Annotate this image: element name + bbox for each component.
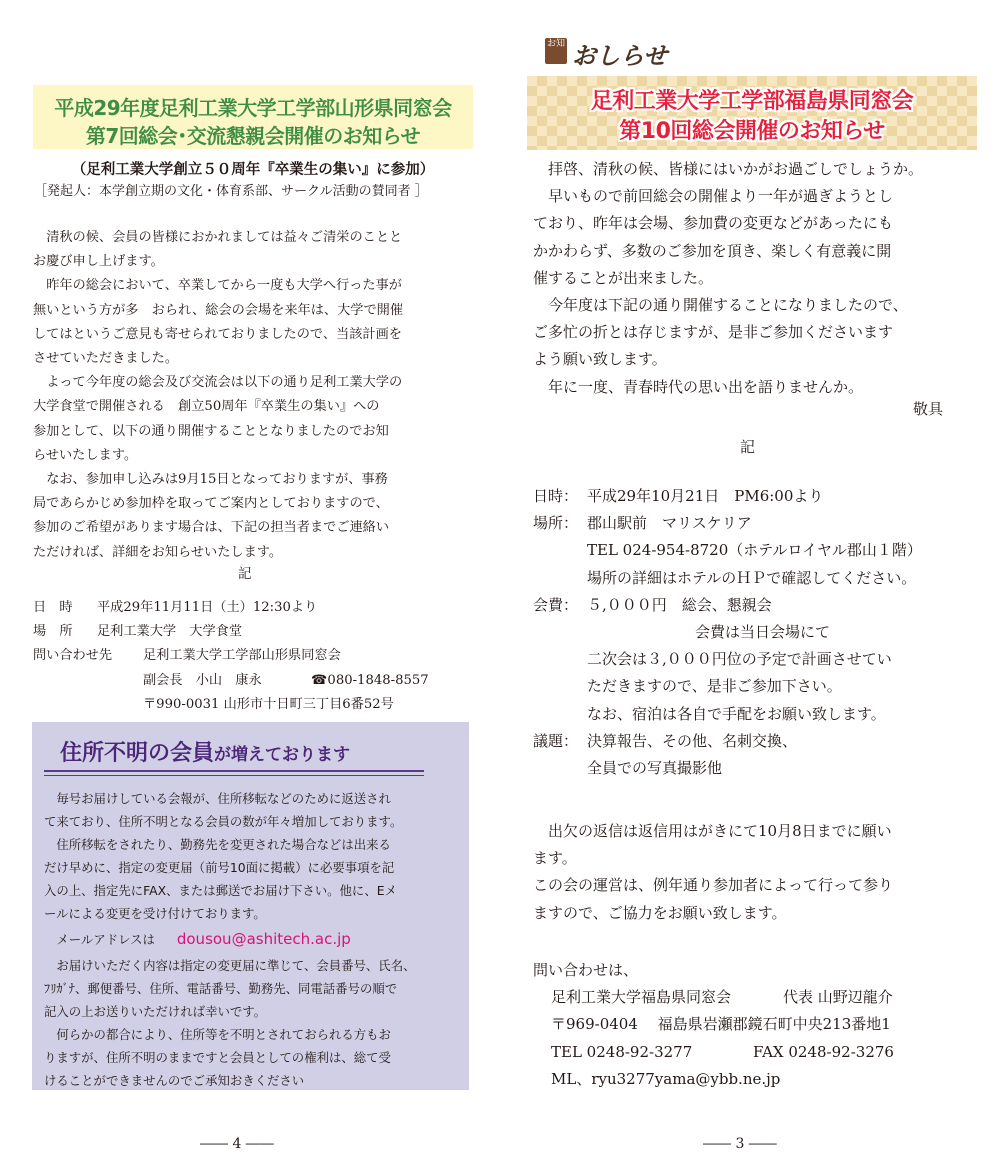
notice-title-main: 住所不明の会員 xyxy=(60,741,215,766)
right-body xyxy=(533,156,973,401)
detail-label: 場所： xyxy=(533,514,579,533)
body-line: ご多忙の折とは存じますが、是非ご参加くださいます xyxy=(533,323,894,342)
notice-logo-text: おしらせ xyxy=(572,41,668,70)
notice-line: りますが、住所不明のままですと会員としての権利は、総て受 xyxy=(44,1050,391,1065)
reply-line: ます。 xyxy=(533,849,577,868)
contact-address: 〒990-0031 山形市十日町三丁目6番52号 xyxy=(143,696,394,712)
detail-value: 郡山駅前 マリスケリア xyxy=(587,514,752,533)
notice-title-sub: が増えております xyxy=(214,745,351,765)
detail-value: 平成29年10月21日 PM6:00より xyxy=(587,487,824,505)
contact-address: 〒969-0404 福島県岩瀬郡鏡石町中央213番地1 xyxy=(551,1015,891,1034)
reply-line: 出欠の返信は返信用はがきにて10月8日までに願い xyxy=(548,822,892,840)
notice-line: 住所移転をされたり、勤務先を変更された場合などは出来る xyxy=(56,837,391,852)
contact-heading: 問い合わせは、 xyxy=(533,961,639,979)
date-value: 平成29年11月11日（土）12:30より xyxy=(97,600,318,615)
left-title-line1: 平成29年度足利工業大学工学部山形県同窓会 xyxy=(54,96,452,120)
contact-tel: TEL 0248-92-3277 xyxy=(551,1042,693,1061)
reply-line: この会の運営は、例年通り参加者によって行って参り xyxy=(533,876,894,895)
notice-line: 何らかの都合により、住所等を不明とされておられる方もお xyxy=(56,1027,391,1042)
contact-org: 足利工業大学福島県同窓会 xyxy=(551,988,732,1007)
notice-line: 記入の上お送りいただければ幸いです。 xyxy=(44,1004,267,1019)
left-page-number: ―― 4 ―― xyxy=(200,1136,274,1152)
right-title-line2: 第10回総会開催のお知らせ xyxy=(619,119,885,144)
left-body xyxy=(33,226,473,565)
notice-line: 入の上、指定先にFAX、または郵送でお届け下さい。他に、Eメ xyxy=(44,883,397,898)
body-line: お慶び申し上げます。 xyxy=(33,254,164,270)
notice-line: 毎号お届けしている会報が、住所移転などのために返送され xyxy=(56,791,391,806)
detail-value: 場所の詳細はホテルのＨＰで確認してください。 xyxy=(587,568,917,587)
notice-line: けることができませんのでご承知おきください xyxy=(44,1073,305,1088)
contact-person: 副会長 小山 康永 xyxy=(143,672,262,688)
contact-rep: 代表 山野辺龍介 xyxy=(783,988,893,1007)
contact-org: 足利工業大学工学部山形県同窓会 xyxy=(143,648,341,664)
body-line: してはというご意見も寄せられておりましたので、当該計画を xyxy=(33,326,402,342)
place-value: 足利工業大学 大学食堂 xyxy=(97,624,243,640)
body-line: 今年度は下記の通り開催することになりましたので、 xyxy=(548,296,908,315)
notice-title xyxy=(60,736,350,767)
detail-value: なお、宿泊は各自で手配をお願い致します。 xyxy=(587,704,886,723)
right-details xyxy=(533,483,983,782)
detail-value: TEL 024-954-8720（ホテルロイヤル郡山１階） xyxy=(587,541,922,560)
right-ki: 記 xyxy=(740,438,756,456)
body-line: 催することが出来ました。 xyxy=(533,268,714,287)
notice-mail-line xyxy=(44,925,458,954)
contact-fax: FAX 0248-92-3276 xyxy=(753,1042,894,1061)
body-line: させていただきました。 xyxy=(33,351,179,367)
notice-rule xyxy=(44,770,424,772)
date-label: 日 時 xyxy=(33,600,73,615)
body-line: 年に一度、青春時代の思い出を語りませんか。 xyxy=(548,377,864,396)
body-line: 清秋の候、会員の皆様におかれましては益々ご清栄のことと xyxy=(46,230,403,245)
body-line: 大学食堂で開催される 創立50周年『卒業生の集い』への xyxy=(33,399,380,415)
detail-value: 会費は当日会場にて xyxy=(695,622,831,641)
body-line: 局であらかじめ参加枠を取ってご案内としておりますので、 xyxy=(33,496,389,512)
body-line: よって今年度の総会及び交流会は以下の通り足利工業大学の xyxy=(46,375,403,391)
notice-line: ールによる変更を受け付けております。 xyxy=(44,906,266,921)
contact-tel: ☎080-1848-8557 xyxy=(311,672,429,688)
mail-address-link[interactable]: dousou@ashitech.ac.jp xyxy=(176,930,351,948)
keigu: 敬具 xyxy=(913,400,944,418)
notice-line: て来ており、住所不明となる会員の数が年々増加しております。 xyxy=(44,814,403,829)
place-label: 場 所 xyxy=(33,624,73,640)
body-line: なお、参加申し込みは9月15日となっておりますが、事務 xyxy=(46,472,388,488)
contact-label: 問い合わせ先 xyxy=(33,648,113,664)
reply-line: ますので、ご協力をお願い致します。 xyxy=(533,903,787,922)
notice-line: だけ早めに、指定の変更届（前号10面に掲載）に必要事項を記 xyxy=(44,860,395,875)
body-line: 昨年の総会において、卒業してから一度も大学へ行った事が xyxy=(46,278,402,294)
left-details xyxy=(33,596,483,717)
mail-label: メールアドレスは xyxy=(56,932,155,947)
detail-label: 議題： xyxy=(533,731,579,750)
right-contact xyxy=(533,957,983,1093)
notice-rule xyxy=(44,775,424,776)
notice-line: ﾌﾘｶﾞﾅ、郵便番号、住所、電話番号、勤務先、同電話番号の順で xyxy=(44,981,398,996)
left-note: ［発起人：本学創立期の文化・体育系部、サークル活動の賛同者 ］ xyxy=(34,184,428,199)
detail-label: 会費： xyxy=(533,595,579,614)
right-title-line1: 足利工業大学工学部福島県同窓会 xyxy=(590,89,914,114)
notice-line: お届けいただく内容は指定の変更届に準じて、会員番号、氏名、 xyxy=(56,958,416,973)
left-subtitle: （足利工業大学創立５０周年『卒業生の集い』に参加） xyxy=(71,162,435,178)
body-line: 参加として、以下の通り開催することとなりましたのでお知 xyxy=(33,423,389,439)
detail-value: 全員での写真撮影他 xyxy=(587,758,723,777)
notice-logo-icon: お知 xyxy=(545,38,567,64)
reply-text xyxy=(533,818,973,927)
body-line: らせいたします。 xyxy=(33,447,138,463)
body-line: よう願い致します。 xyxy=(533,350,667,369)
body-line: かかわらず、多数のご参加を頂き、楽しく有意義に開 xyxy=(533,241,892,260)
detail-label: 日時： xyxy=(533,487,579,505)
detail-value: 二次会は３,０００円位の予定で計画させてい xyxy=(587,650,892,669)
detail-value: ５,０００円 総会、懇親会 xyxy=(587,595,772,614)
left-title-line2: 第7回総会･交流懇親会開催のお知らせ xyxy=(85,124,421,148)
body-line: ており、昨年は会場、参加費の変更などがあったにも xyxy=(533,214,893,233)
body-line: 無いという方が多 おられ、総会の会場を来年は、大学で開催 xyxy=(33,302,404,318)
body-line: 早いもので前回総会の開催より一年が過ぎようとし xyxy=(548,187,894,206)
left-ki: 記 xyxy=(238,566,252,582)
notice-body xyxy=(44,787,458,1092)
body-line: 拝啓、清秋の候、皆様にはいかがお過ごしでしょうか。 xyxy=(548,160,924,178)
right-page-number: ―― 3 ―― xyxy=(703,1136,777,1152)
body-line: ただければ、詳細をお知らせいたします。 xyxy=(33,544,283,560)
body-line: 参加のご希望があります場合は、下記の担当者までご連絡い xyxy=(33,520,390,536)
detail-value: ただきますので、是非ご参加下さい。 xyxy=(587,677,842,696)
contact-mail-link[interactable]: ML、ryu3277yama@ybb.ne.jp xyxy=(551,1069,781,1088)
detail-value: 決算報告、その他、名刺交換、 xyxy=(587,731,798,750)
